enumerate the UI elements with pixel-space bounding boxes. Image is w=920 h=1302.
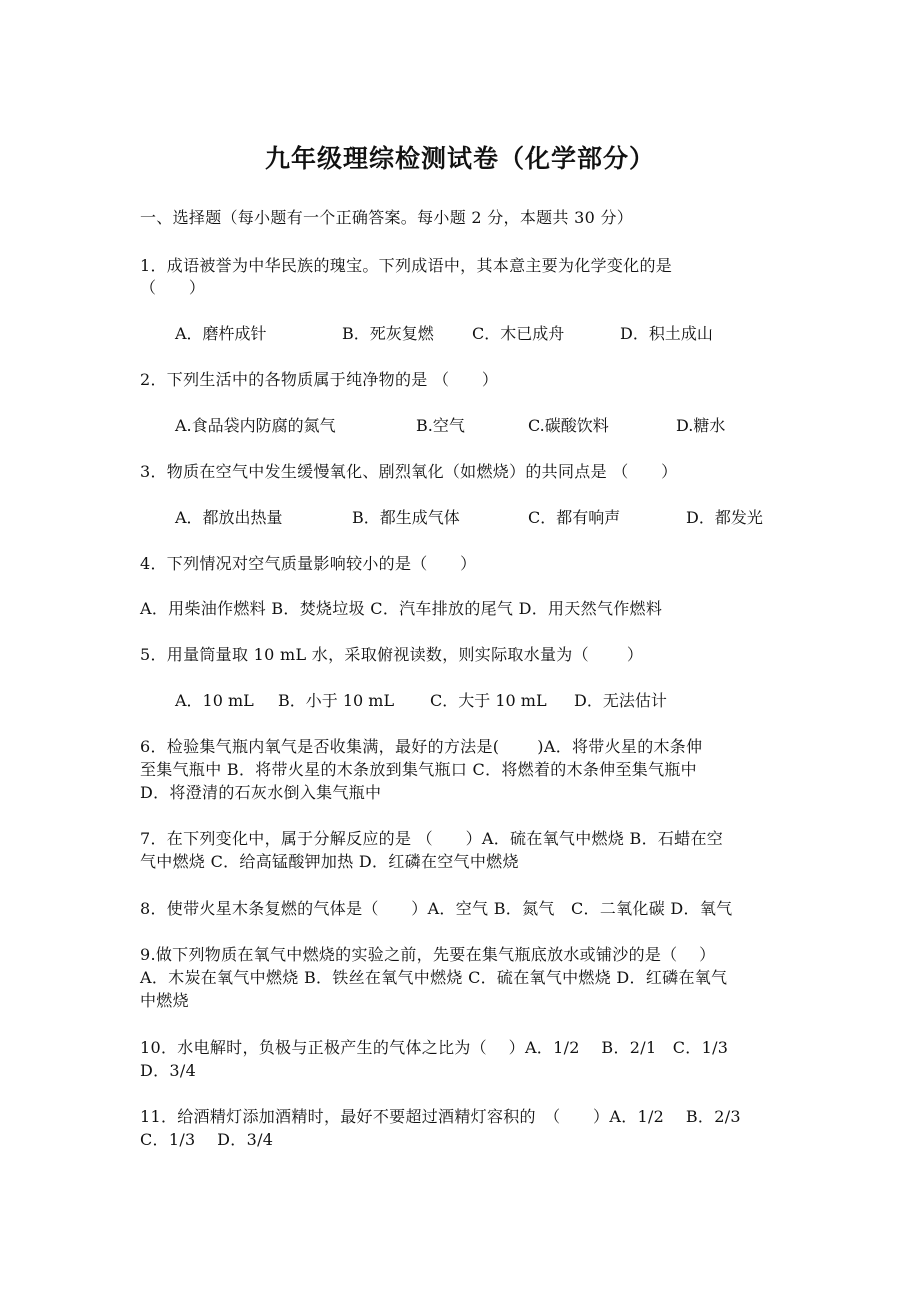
question-1-option-d: D．积土成山 (620, 324, 713, 343)
question-1-stem: 1．成语被誉为中华民族的瑰宝。下列成语中，其本意主要为化学变化的是 (140, 256, 673, 275)
question-2-option-a: A.食品袋内防腐的氮气 (175, 416, 336, 435)
question-2-option-b: B.空气 (416, 416, 465, 435)
question-5-stem: 5．用量筒量取 10 mL 水，采取俯视读数，则实际取水量为（ ） (140, 645, 644, 664)
question-4-options: A．用柴油作燃料 B．焚烧垃圾 C．汽车排放的尾气 D．用天然气作燃料 (140, 599, 663, 618)
section-heading: 一、选择题（每小题有一个正确答案。每小题 2 分，本题共 30 分） (140, 208, 634, 227)
question-1-option-a: A．磨杵成针 (175, 324, 267, 343)
question-5-option-b: B．小于 10 mL (278, 691, 395, 710)
question-5-option-c: C．大于 10 mL (430, 691, 547, 710)
question-1-blank: （ ） (140, 278, 206, 297)
question-2-option-c: C.碳酸饮料 (528, 416, 609, 435)
question-8-stem: 8．使带火星木条复燃的气体是（ ）A．空气 B．氮气 C．二氧化碳 D．氧气 (140, 899, 733, 918)
question-11-line-2: C．1/3 D．3/4 (140, 1130, 274, 1149)
question-4-stem: 4．下列情况对空气质量影响较小的是（ ） (140, 554, 477, 573)
question-2-stem: 2．下列生活中的各物质属于纯净物的是 （ ） (140, 370, 499, 389)
question-3-option-c: C．都有响声 (528, 508, 621, 527)
question-5-option-d: D．无法估计 (574, 691, 667, 710)
question-11-line-1: 11．给酒精灯添加酒精时，最好不要超过酒精灯容积的 （ ）A．1/2 B．2/3 (140, 1107, 741, 1126)
question-9-line-1: 9.做下列物质在氧气中燃烧的实验之前，先要在集气瓶底放水或铺沙的是（ ） (140, 945, 716, 964)
question-7-line-2: 气中燃烧 C．给高锰酸钾加热 D．红磷在空气中燃烧 (140, 852, 519, 871)
question-9-line-2: A．木炭在氧气中燃烧 B．铁丝在氧气中燃烧 C．硫在氧气中燃烧 D．红磷在氧气 (140, 968, 728, 987)
question-6-line-1: 6．检验集气瓶内氧气是否收集满，最好的方法是( )A．将带火星的木条伸 (140, 737, 703, 756)
question-3-option-b: B．都生成气体 (352, 508, 460, 527)
question-3-option-a: A．都放出热量 (175, 508, 283, 527)
question-1-option-c: C．木已成舟 (472, 324, 565, 343)
exam-title: 九年级理综检测试卷（化学部分） (264, 144, 655, 173)
question-3-option-d: D．都发光 (686, 508, 763, 527)
question-1-option-b: B．死灰复燃 (342, 324, 434, 343)
question-2-option-d: D.糖水 (676, 416, 726, 435)
question-5-option-a: A．10 mL (175, 691, 254, 710)
question-9-line-3: 中燃烧 (140, 991, 189, 1010)
question-10-line-2: D．3/4 (140, 1061, 197, 1080)
question-3-stem: 3．物质在空气中发生缓慢氧化、剧烈氧化（如燃烧）的共同点是 （ ） (140, 462, 678, 481)
question-7-line-1: 7．在下列变化中，属于分解反应的是 （ ）A．硫在氧气中燃烧 B．石蜡在空 (140, 829, 724, 848)
question-6-line-2: 至集气瓶中 B．将带火星的木条放到集气瓶口 C．将燃着的木条伸至集气瓶中 (140, 760, 697, 779)
question-6-line-3: D．将澄清的石灰水倒入集气瓶中 (140, 783, 382, 802)
question-10-line-1: 10．水电解时，负极与正极产生的气体之比为（ ）A．1/2 B．2/1 C．1/3 (140, 1038, 729, 1057)
